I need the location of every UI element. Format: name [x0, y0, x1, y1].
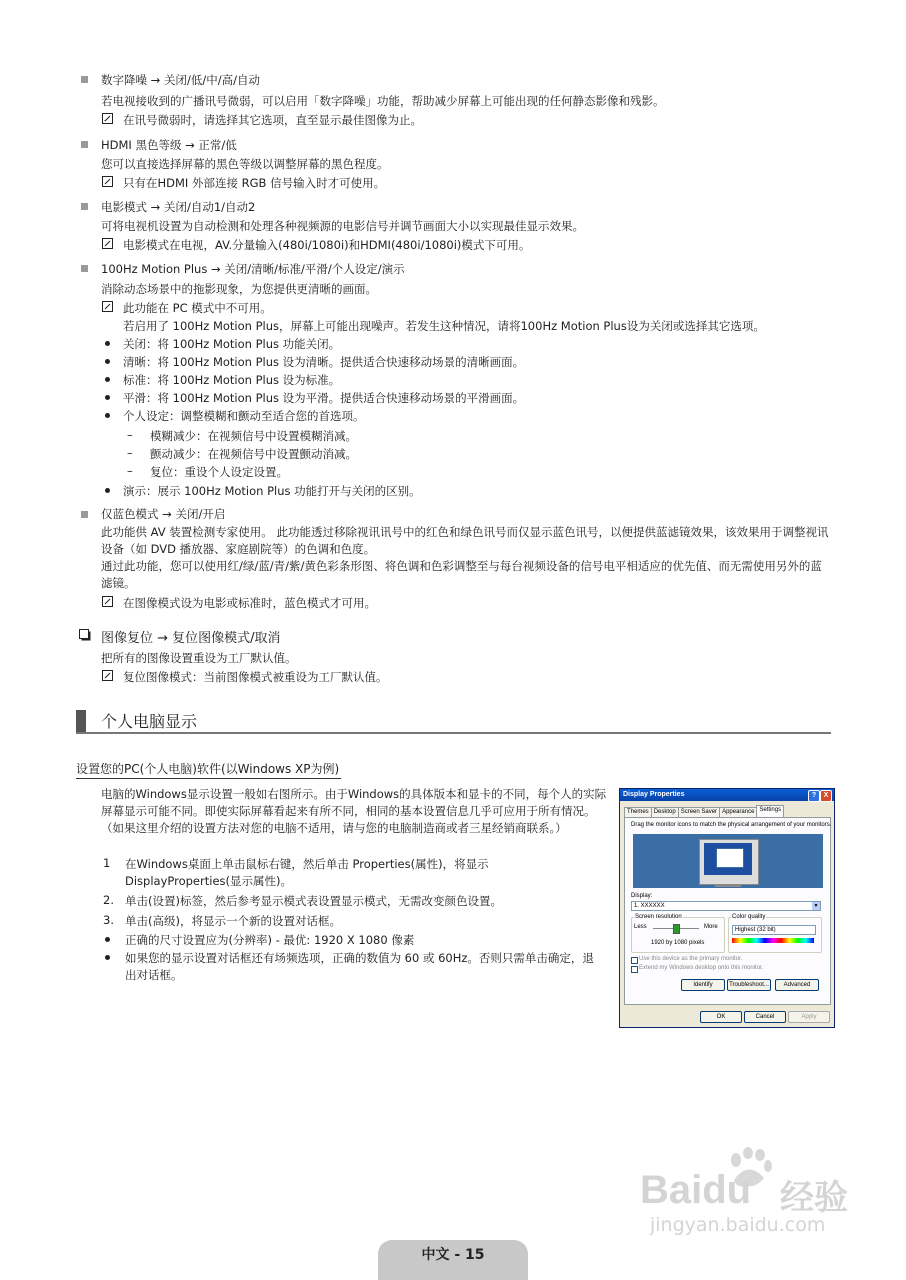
motion-plus-note2: 若启用了 100Hz Motion Plus，屏幕上可能出现噪声。若发生这种情况，请将100Hz Motion Plus设为关闭或选择其它选项。 — [123, 319, 765, 333]
instruction-text: Drag the monitor icons to match the physical arrangement of your monitors. — [631, 822, 832, 828]
motion-plus-note: 此功能在 PC 模式中不可用。 — [123, 301, 272, 315]
display-properties-dialog — [619, 788, 835, 1028]
less-label: Less — [634, 924, 647, 930]
watermark-brand-cn: 经验 — [780, 1179, 848, 1217]
dash-marker: – — [127, 446, 133, 460]
resolution-group — [631, 917, 725, 953]
extend-desktop-label: Extend my Windows desktop onto this monitor. — [639, 965, 764, 971]
dash-marker: – — [127, 464, 133, 478]
bullet-dot — [105, 955, 110, 960]
resolution-label: Screen resolution — [635, 914, 682, 920]
motion-plus-option: 关闭：将 100Hz Motion Plus 功能关闭。 — [123, 337, 341, 351]
ok-button[interactable]: OK — [700, 1011, 742, 1023]
noise-reduction-note: 在讯号微弱时，请选择其它选项，直至显示最佳图像为止。 — [123, 113, 422, 127]
pc-subtitle: 设置您的PC(个人电脑)软件(以Windows XP为例) — [76, 762, 340, 776]
advanced-button[interactable]: Advanced — [775, 979, 819, 991]
section-divider — [76, 732, 831, 734]
motion-plus-title: 100Hz Motion Plus → 关闭/清晰/标准/平滑/个人设定/演示 — [101, 262, 405, 276]
color-quality-group — [728, 917, 822, 953]
settings-panel — [624, 817, 831, 1005]
pc-intro: 电脑的Windows显示设置一般如右图所示。由于Windows的具体版本和显卡的不同，每个人的实际屏幕显示可能不同。即使实际屏幕看起来有所不同，相同的基本设置信息几乎可应用于所有情况。（如果这里介绍的设置方法对您的电脑不适用，请与您的电脑制造商或者三星经销商联系。） — [101, 787, 607, 835]
display-label: Display: — [631, 893, 653, 899]
page-number-tab — [378, 1240, 528, 1280]
custom-sub-option: 复位：重设个人设定设置。 — [150, 465, 288, 479]
watermark-brand: Baidu — [640, 1168, 752, 1212]
bullet-dot — [105, 341, 110, 346]
primary-monitor-checkbox[interactable] — [631, 957, 638, 964]
noise-reduction-title: 数字降噪 → 关闭/低/中/高/自动 — [101, 73, 260, 87]
color-spectrum-bar — [732, 938, 814, 943]
monitor-window-thumbnail — [716, 848, 744, 868]
note-icon — [102, 113, 113, 124]
motion-plus-option: 个人设定：调整模糊和颤动至适合您的首选项。 — [123, 409, 365, 423]
film-mode-note: 电影模式在电视，AV.分量输入(480i/1080i)和HDMI(480i/1080i)模式下可用。 — [123, 238, 531, 252]
tab-screen-saver[interactable]: Screen Saver — [678, 807, 720, 817]
resolution-value: 1920 by 1080 pixels — [651, 940, 705, 946]
motion-plus-option: 标准：将 100Hz Motion Plus 设为标准。 — [123, 373, 341, 387]
subtitle-underline — [76, 778, 341, 779]
tab-desktop[interactable]: Desktop — [651, 807, 679, 817]
hdmi-black-desc: 您可以直接选择屏幕的黑色等级以调整屏幕的黑色程度。 — [101, 157, 389, 171]
section-header-bar — [76, 710, 86, 732]
monitor-icon[interactable] — [699, 839, 759, 885]
step-number: 3. — [103, 913, 114, 927]
identify-button[interactable]: Identify — [681, 979, 725, 991]
step-number: 2. — [103, 893, 114, 907]
section-square-marker — [81, 141, 88, 148]
step-text: 单击(高级)，将显示一个新的设置对话框。 — [125, 914, 341, 928]
film-mode-desc: 可将电视机设置为自动检测和处理各种视频源的电影信号并调节画面大小以实现最佳显示效果。 — [101, 219, 584, 233]
monitor-stand — [715, 884, 741, 887]
custom-sub-option: 颤动减少：在视频信号中设置颤动消减。 — [150, 447, 357, 461]
bullet-dot — [105, 359, 110, 364]
blue-only-note: 在图像模式设为电影或标准时，蓝色模式才可用。 — [123, 596, 376, 610]
motion-plus-option: 清晰：将 100Hz Motion Plus 设为清晰。提供适合快速移动场景的清晰画面。 — [123, 355, 525, 369]
monitor-screen — [704, 843, 752, 875]
section-title: 个人电脑显示 — [101, 712, 198, 731]
tab-settings[interactable]: Settings — [756, 805, 784, 817]
chevron-down-icon[interactable]: ▼ — [813, 903, 819, 909]
bullet-dot — [105, 488, 110, 493]
note-icon — [102, 238, 113, 249]
hdmi-black-title: HDMI 黑色等级 → 正常/低 — [101, 138, 237, 152]
step-text: 单击(设置)标签，然后参考显示模式表设置显示模式，无需改变颜色设置。 — [125, 894, 502, 908]
watermark-url: jingyan.baidu.com — [650, 1214, 826, 1236]
section-square-marker — [81, 511, 88, 518]
section-square-marker — [81, 265, 88, 272]
dash-marker: – — [127, 428, 133, 442]
section-square-marker — [81, 203, 88, 210]
note-icon — [102, 596, 113, 607]
motion-plus-desc: 消除动态场景中的拖影现象，为您提供更清晰的画面。 — [101, 282, 377, 296]
picture-reset-note: 复位图像模式：当前图像模式被重设为工厂默认值。 — [123, 670, 388, 684]
section-square-marker — [81, 76, 88, 83]
step-number: 1 — [103, 856, 111, 870]
color-quality-label: Color quality — [732, 914, 766, 920]
pc-bullet: 如果您的显示设置对话框还有场频选项，正确的数值为 60 或 60Hz。否则只需单击确定，退出对话框。 — [125, 951, 594, 982]
note-icon — [102, 670, 113, 681]
help-button[interactable]: ? — [808, 790, 820, 802]
blue-only-desc: 此功能供 AV 装置检测专家使用。 此功能透过移除视讯讯号中的红色和绿色讯号而仅显示蓝色讯号，以便提供蓝滤镜效果，该效果用于调整视讯设备（如 DVD 播放器、家庭剧院等）的色调和色度。 — [101, 525, 829, 556]
picture-reset-title: 图像复位 → 复位图像模式/取消 — [101, 631, 281, 646]
noise-reduction-desc: 若电视接收到的广播讯号微弱，可以启用「数字降噪」功能，帮助减少屏幕上可能出现的任何静态影像和残影。 — [101, 94, 665, 108]
custom-sub-option: 模糊减少：在视频信号中设置模糊消减。 — [150, 429, 357, 443]
display-select[interactable]: 1. XXXXXX — [631, 901, 821, 911]
film-mode-title: 电影模式 → 关闭/自动1/自动2 — [101, 200, 256, 214]
dialog-tabs — [624, 807, 783, 817]
pc-bullet: 正确的尺寸设置应为(分辨率) - 最优: 1920 X 1080 像素 — [125, 933, 415, 947]
close-button[interactable]: X — [820, 790, 832, 802]
checkbox-bullet-icon — [79, 629, 91, 641]
primary-monitor-label: Use this device as the primary monitor. — [639, 956, 743, 962]
blue-only-title: 仅蓝色模式 → 关闭/开启 — [101, 507, 226, 521]
troubleshoot-button[interactable]: Troubleshoot... — [727, 979, 771, 991]
cancel-button[interactable]: Cancel — [744, 1011, 786, 1023]
tab-themes[interactable]: Themes — [624, 807, 652, 817]
apply-button[interactable]: Apply — [788, 1011, 830, 1023]
extend-desktop-checkbox[interactable] — [631, 966, 638, 973]
bullet-dot — [105, 377, 110, 382]
hdmi-black-note: 只有在HDMI 外部连接 RGB 信号输入时才可使用。 — [123, 176, 386, 190]
bullet-dot — [105, 395, 110, 400]
dialog-titlebar — [620, 789, 834, 801]
bullet-dot — [105, 413, 110, 418]
color-quality-select[interactable]: Highest (32 bit) — [732, 925, 816, 935]
motion-plus-option: 演示：展示 100Hz Motion Plus 功能打开与关闭的区别。 — [123, 484, 421, 498]
page-number: 中文 - 15 — [421, 1247, 485, 1263]
resolution-slider-thumb[interactable] — [673, 924, 680, 934]
note-icon — [102, 301, 113, 312]
bullet-dot — [105, 937, 110, 942]
picture-reset-desc: 把所有的图像设置重设为工厂默认值。 — [101, 651, 297, 665]
more-label: More — [704, 924, 718, 930]
monitor-arrangement-area — [633, 834, 823, 888]
tab-appearance[interactable]: Appearance — [719, 807, 757, 817]
step-text: 在Windows桌面上单击鼠标右键，然后单击 Properties(属性)，将显示 DisplayProperties(显示属性)。 — [125, 857, 489, 888]
dialog-title: Display Properties — [623, 791, 685, 798]
motion-plus-option: 平滑：将 100Hz Motion Plus 设为平滑。提供适合快速移动场景的平滑画面。 — [123, 391, 525, 405]
note-icon — [102, 176, 113, 187]
blue-only-desc2: 通过此功能，您可以使用红/绿/蓝/青/紫/黄色彩条形图、将色调和色彩调整至与每台视频设备的信号电平相适应的优先值、而无需使用另外的蓝滤镜。 — [101, 559, 822, 590]
